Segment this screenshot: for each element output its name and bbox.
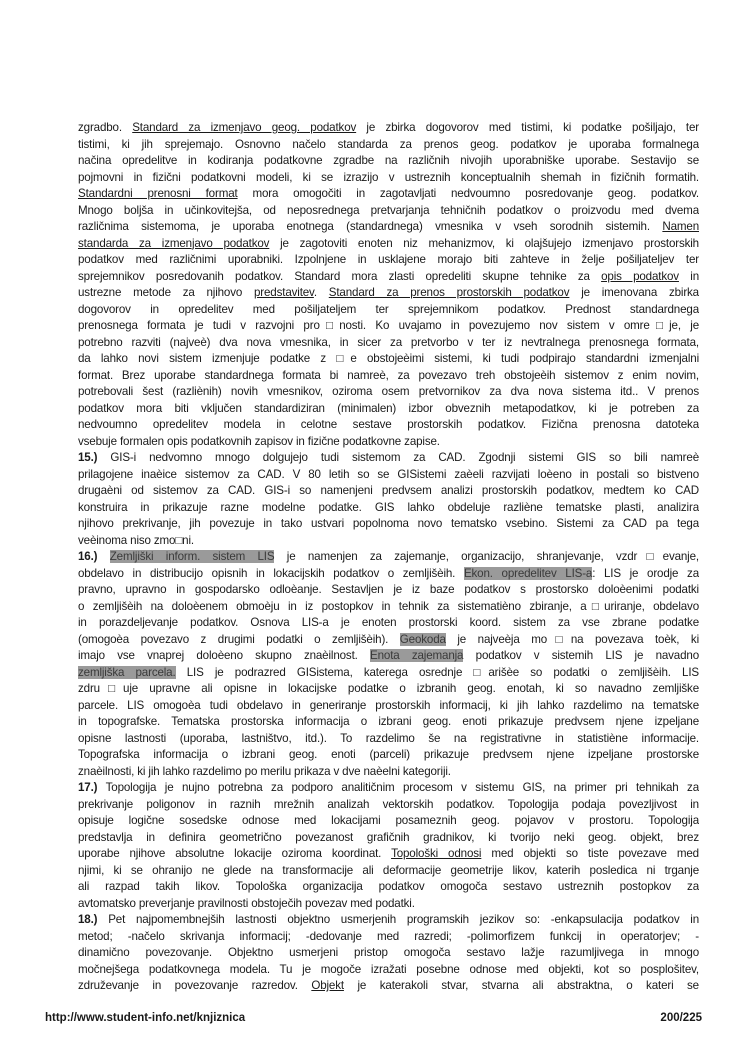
text-segment: podatkov mora biti vključen standardiziran (minimalen) izbor obveznih metapodatkov, ki je potreben za <box>78 401 699 415</box>
text-line <box>78 170 699 187</box>
text-line <box>78 681 699 698</box>
text-segment: je zbirka dogovorov med tistimi, ki podatke pošiljajo, ter <box>356 121 699 134</box>
text-line <box>78 318 699 335</box>
section-number: 18.) <box>78 913 98 926</box>
text-line <box>78 153 699 170</box>
text-line <box>78 450 699 467</box>
text-segment <box>97 550 109 563</box>
text-segment: mora omogočiti in zagotavljati nedvoumno posredovanje geog. podatkov. <box>237 187 699 200</box>
text-line <box>78 615 699 632</box>
highlighted-term: Zemljiški inform. sistem LIS <box>109 550 275 563</box>
text-segment: (omogoèa povezavo z drugimi podatki o zemljišèih). <box>78 632 400 646</box>
text-line <box>78 731 699 748</box>
text-line <box>78 434 699 451</box>
text-line <box>78 351 699 368</box>
text-segment: da lahko novi sistem izmenjuje podatke z □e obstojeèimi sistemi, ki tudi podpirajo standardni izmenjalni <box>78 352 699 365</box>
text-line <box>78 797 699 814</box>
text-line <box>78 302 699 319</box>
text-segment: njihovo prekrivanje, jih povezuje in tako ustvari popolnoma novo tematsko vsebino. Sistemi za CAD pa tega <box>78 517 699 530</box>
text-line <box>78 384 699 401</box>
text-segment: dinamično povezovanje. Objektno usmerjeni pristop omogoča sestavo lažje razumljivega in mnogo <box>78 946 699 959</box>
text-line <box>78 896 699 913</box>
text-segment: opisuje logične sosedske odnose med lokacijami posameznih geog. pojavov v prostoru. Topologija <box>78 814 699 827</box>
text-segment: metod; -načelo skrivanja informacij; -dedovanje med razredi; -polimorfizem funkcij in operatorjev; - <box>78 929 699 943</box>
text-segment: Pet najpomembnejših lastnosti objektno usmerjenih programskih jezikov so: -enkapsulacija podatkov in <box>97 913 699 926</box>
section-number: 17.) <box>78 781 98 794</box>
text-line <box>78 962 699 979</box>
text-line <box>78 747 699 764</box>
text-line <box>78 417 699 434</box>
text-line <box>78 252 699 269</box>
text-segment: zdru□uje upravne ali opisne in lokacijske podatke o izbranih geog. enotah, ki so navadno zemljiške <box>78 682 699 695</box>
text-line <box>78 780 699 797</box>
text-line <box>78 945 699 962</box>
text-segment: je zagotoviti enoten niz mehanizmov, ki olajšujejo izmenjavo prostorskih <box>269 236 699 250</box>
underlined-term: Standard za izmenjavo geog. podatkov <box>132 121 357 134</box>
text-segment: prekrivanje poligonov in raznih mrežnih analizah vektorskih podatkov. Topologija podaja povezljivost in <box>78 797 699 811</box>
text-segment: imajo vse vnaprej doloèeno skupno znaèilnost. <box>78 649 371 662</box>
text-segment: Mnogo boljša in učinkovitejša, od neposrednega pretvarjanja tehničnih podatkov o proizvodu med dvema <box>78 203 699 217</box>
text-segment: tistimi, ki jih sprejemajo. Osnovno načelo standarda za prenos geog. podatkov je uporaba formalnega <box>78 137 699 151</box>
text-line <box>78 813 699 830</box>
text-segment: potrebovali šest (razliènih) novih vmesnikov, oziroma osem pretvornikov za dva nova sistema itd.. V prenos <box>78 385 699 398</box>
text-segment: predstavlja in definira geometrično povezanost grafičnih gradnikov, ki tvorijo neki geog. objekt, brez <box>78 830 699 844</box>
text-line <box>78 582 699 599</box>
text-line <box>78 714 699 731</box>
text-segment: in porazdeljevanje podatkov. Osnova LIS-a je enoten prostorski koord. sistem za vse zbrane podatke <box>78 616 699 629</box>
text-segment: podatkov v sistemih LIS je navadno <box>463 649 699 662</box>
text-segment: različnima sistemoma, je uporaba enotnega (standardnega) vmesnika v vseh sorodnih sistemih. <box>78 220 663 233</box>
text-line <box>78 516 699 533</box>
text-segment: je imenovana zbirka <box>569 286 699 299</box>
underlined-term: Standardni prenosni format <box>78 187 238 200</box>
text-line <box>78 401 699 418</box>
text-line <box>78 665 699 682</box>
text-line <box>78 912 699 929</box>
page-footer <box>45 1012 702 1024</box>
underlined-term: Standard za prenos prostorskih podatkov <box>328 286 570 299</box>
text-segment: drugaèni od sistemov za CAD. GIS-i so namenjeni predvsem analizi prostorskih podatkov, medtem ko CAD <box>78 484 699 497</box>
text-segment: ali razpad takih likov. Topološka organizacija podatkov omogoča sestavo ustreznih postopkov za <box>78 880 699 893</box>
text-line <box>78 698 699 715</box>
text-segment: format. Brez uporabe standardnega formata bi namreè, za povezavo treh obstojeèih sistemov z enim novim, <box>78 368 699 382</box>
text-segment: o zemljišèih na doloèenem obmoèju in iz postopkov in tehnik za sistematièno zbiranje, a□uriranje, obdelavo <box>78 599 699 613</box>
text-segment: uporabe njihove absolutne lokacije oziroma koordinat. <box>78 847 392 860</box>
text-line <box>78 285 699 302</box>
text-segment: in <box>678 269 699 283</box>
text-line <box>78 203 699 220</box>
text-line <box>78 632 699 649</box>
text-segment: veèinoma niso zmo□ni. <box>78 533 194 547</box>
highlighted-term: Ekon. opredelitev LIS-a <box>463 566 593 580</box>
text-line <box>78 648 699 665</box>
text-segment: LIS je podrazred GISistema, katerega osrednje □arišèe so podatki o zemljišèih. LIS <box>175 665 699 679</box>
underlined-term: standarda za izmenjavo podatkov <box>78 236 270 250</box>
text-segment: pravno, upravno in gospodarsko odloèanje. Sestavljen je iz baze podatkov s prostorsko doloèenimi podatki <box>78 583 699 596</box>
text-segment: ustrezne metode za njihovo <box>78 286 254 299</box>
text-line <box>78 566 699 583</box>
text-segment: nedvoumno opredelitev modela in celotne sestave prostorskih podatkov. Fizična prenosna datoteka <box>78 418 699 431</box>
highlighted-term: Geokoda <box>399 632 446 646</box>
text-segment: prenosnega formata je tudi v razvojni pro□nosti. Ko uvajamo in povezujemo nov sistem v omre□je, je <box>78 319 699 332</box>
text-line <box>78 483 699 500</box>
text-segment: : LIS je orodje za <box>592 566 699 580</box>
text-line <box>78 846 699 863</box>
text-line <box>78 137 699 154</box>
text-segment: podatkov med različnimi uporabniki. Izpolnjene in usklajene morajo biti zahteve in želje pošiljateljev ter <box>78 253 699 266</box>
text-segment: Topologija je nujno potrebna za podporo analitičnim procesom v sistemu GIS, na primer pri tehnikah za <box>97 781 699 794</box>
text-segment: in topografske. Tematska prostorska informacija o izbrani geog. enoti prikazuje predvsem njene izpeljane <box>78 715 699 728</box>
text-segment: zgradbo. <box>78 121 133 134</box>
underlined-term: Namen <box>662 220 699 233</box>
text-line <box>78 120 699 137</box>
text-line <box>78 335 699 352</box>
text-line <box>78 599 699 616</box>
text-line <box>78 269 699 286</box>
footer-url[interactable]: http://www.student-info.net/knjiznica <box>45 1012 246 1024</box>
text-line <box>78 500 699 517</box>
text-segment: pojmovni in fizični podatkovni modeli, ki se izrazijo v ustreznih konceptualnih shemah in fizičnih formatih. <box>78 170 699 184</box>
text-segment: prilagojene inaèice sistemov za CAD. V 80 letih so se GISistemi zaèeli razvijati loèeno in postali so bistveno <box>78 467 699 481</box>
underlined-term: Topološki odnosi <box>391 847 482 860</box>
text-segment: načina opredelitve in kodiranja podatkovne zgradbe na različnih nivojih uporabniške uporabe. Sestavijo se <box>78 154 699 167</box>
text-segment: sprejemnikov posredovanih podatkov. Standard mora zlasti opredeliti skupne tehnike za <box>78 269 602 283</box>
document-body <box>78 120 699 995</box>
text-line <box>78 236 699 253</box>
text-segment: močnejšega podatkovnega modela. Tu je mogoče izražati posebne odnose med objekti, kot so posplošitev, <box>78 962 699 976</box>
text-segment: njimi, ki se ohranijo ne glede na transformacije ali deformacije geometrije likov, katerih posledica ni trganje <box>78 863 699 877</box>
text-line <box>78 467 699 484</box>
text-segment: dogovorov in opredelitev med pošiljateljem ter sprejemnikom podatkov. Prednost standardnega <box>78 302 699 316</box>
page-number: 200/225 <box>660 1012 702 1024</box>
text-segment: med objekti so tiste povezave med <box>481 847 699 860</box>
text-line <box>78 764 699 781</box>
text-line <box>78 549 699 566</box>
text-segment: vsebuje formalen opis podatkovnih zapisov in fizične podatkovne zapise. <box>78 434 440 448</box>
text-line <box>78 368 699 385</box>
text-segment: je najveèja mo□na povezava toèk, ki <box>445 632 699 646</box>
text-segment: Topografska informacija o izbrani geog. enoti (parceli) prikazuje predvsem njene izpeljane prostorske <box>78 748 699 761</box>
text-segment: konstruira in prikazuje razne modelne podatke. GIS lahko obdeluje razliène tematske plasti, analizira <box>78 500 699 514</box>
highlighted-term: zemljiška parcela. <box>78 665 176 679</box>
text-line <box>78 863 699 880</box>
text-segment: združevanje in povezovanje razredov. <box>78 979 312 992</box>
text-line <box>78 978 699 995</box>
text-segment: je katerakoli stvar, stvarna ali abstraktna, o kateri se <box>343 979 699 992</box>
text-segment: je namenjen za zajemanje, organizacijo, shranjevanje, vzdr□evanje, <box>274 550 699 563</box>
text-segment: potrebno razviti (najveè) dva nova vmesnika, in sicer za pretvorbo v ter iz nevtralnega prenosnega formata, <box>78 335 699 349</box>
text-segment: GIS-i nedvomno mnogo dolgujejo tudi sistemom za CAD. Zgodnji sistemi GIS so bili namreè <box>97 451 699 464</box>
underlined-term: predstavitev <box>254 286 314 299</box>
text-line <box>78 879 699 896</box>
text-segment: parcele. LIS omogoèa tudi obdelavo in generiranje prostorskih informacij, ki jih lahko razdelimo na tematske <box>78 698 699 712</box>
text-line <box>78 186 699 203</box>
text-line <box>78 830 699 847</box>
text-line <box>78 929 699 946</box>
highlighted-term: Enota zajemanja <box>370 649 464 662</box>
text-segment: . <box>313 286 329 299</box>
text-segment: opisne lastnosti (uporaba, lastništvo, itd.). To razdelimo še na registrativne in statistiène informacije. <box>78 731 699 745</box>
text-segment: znaèilnosti, ki jih lahko razdelimo po merilu prikaza v dve naèelni kategoriji. <box>78 764 451 778</box>
text-line <box>78 533 699 550</box>
underlined-term: opis podatkov <box>601 269 679 283</box>
text-line <box>78 219 699 236</box>
text-segment: avtomatsko preverjanje pravilnosti obstoječih povezav med podatki. <box>78 896 415 910</box>
text-segment: obdelavo in distribucijo opisnih in lokacijskih podatkov o zemljišèih. <box>78 566 464 580</box>
section-number: 16.) <box>78 550 98 563</box>
underlined-term: Objekt <box>311 979 344 992</box>
section-number: 15.) <box>78 451 98 464</box>
